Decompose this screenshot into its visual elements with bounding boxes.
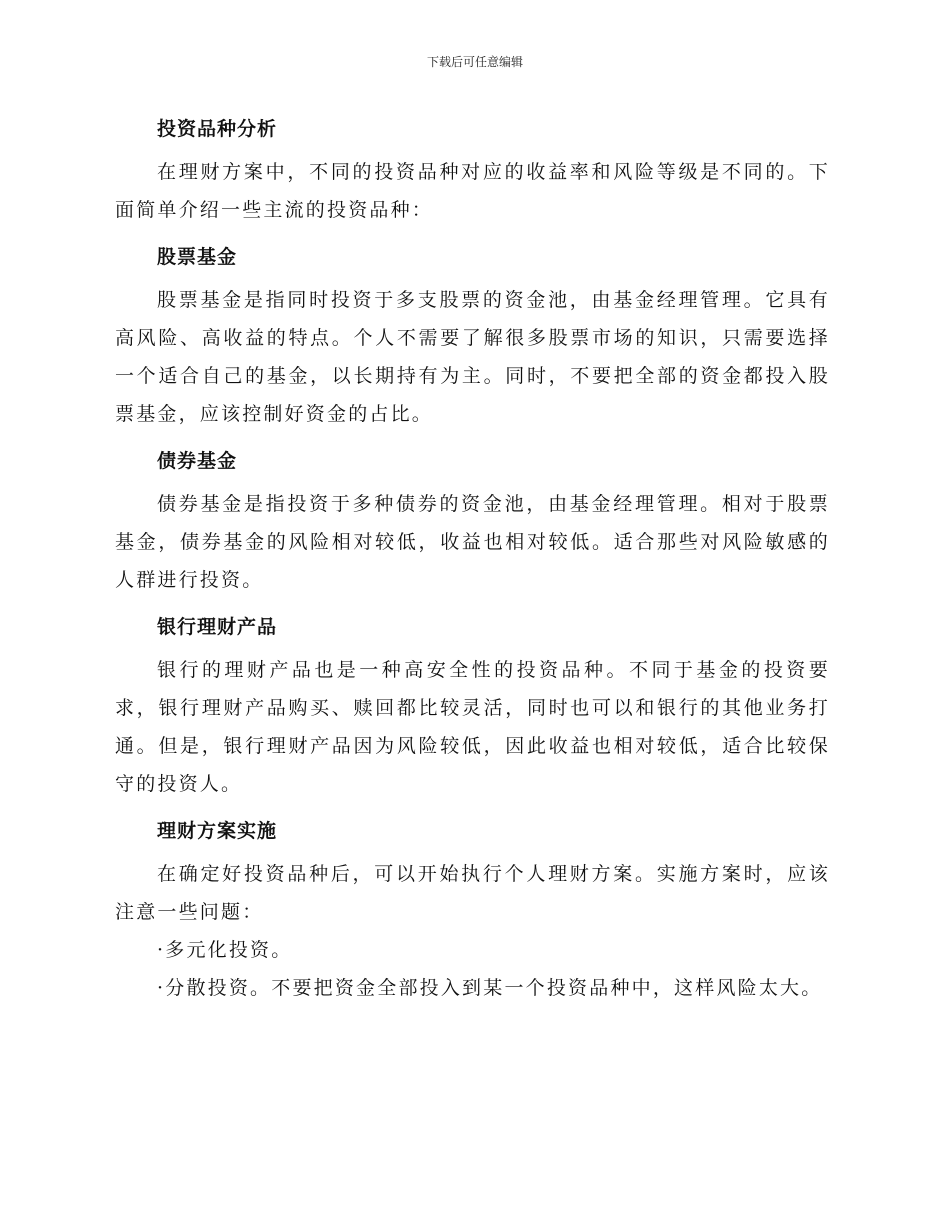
section-heading-bank-products: 银行理财产品 xyxy=(157,616,278,638)
document-body xyxy=(115,110,830,1007)
page-header: 下载后可任意编辑 xyxy=(426,55,523,69)
paragraph-investment-analysis: 在理财方案中，不同的投资品种对应的收益率和风险等级是不同的。下面简单介绍一些主流的投资品种： xyxy=(115,161,830,221)
section-heading-plan-implementation: 理财方案实施 xyxy=(157,820,278,842)
paragraph-plan-implementation: 在确定好投资品种后，可以开始执行个人理财方案。实施方案时，应该注意一些问题： xyxy=(115,863,830,923)
section-heading-bond-funds: 债券基金 xyxy=(157,450,238,472)
bullet-item-diversify: ·多元化投资。 xyxy=(157,939,293,961)
paragraph-bank-products: 银行的理财产品也是一种高安全性的投资品种。不同于基金的投资要求，银行理财产品购买、赎回都比较灵活，同时也可以和银行的其他业务打通。但是，银行理财产品因为风险较低，因此收益也相对较低，适合比较保守的投资人。 xyxy=(115,659,830,795)
section-heading-stock-funds: 股票基金 xyxy=(157,246,238,268)
paragraph-stock-funds: 股票基金是指同时投资于多支股票的资金池，由基金经理管理。它具有高风险、高收益的特点。个人不需要了解很多股票市场的知识，只需要选择一个适合自己的基金，以长期持有为主。同时，不要把全部的资金都投入股票基金，应该控制好资金的占比。 xyxy=(115,289,830,425)
section-heading-investment-analysis: 投资品种分析 xyxy=(157,118,278,140)
paragraph-bond-funds: 债券基金是指投资于多种债券的资金池，由基金经理管理。相对于股票基金，债券基金的风险相对较低，收益也相对较低。适合那些对风险敏感的人群进行投资。 xyxy=(115,493,830,591)
bullet-item-spread-investment: ·分散投资。不要把资金全部投入到某一个投资品种中，这样风险太大。 xyxy=(157,977,823,999)
